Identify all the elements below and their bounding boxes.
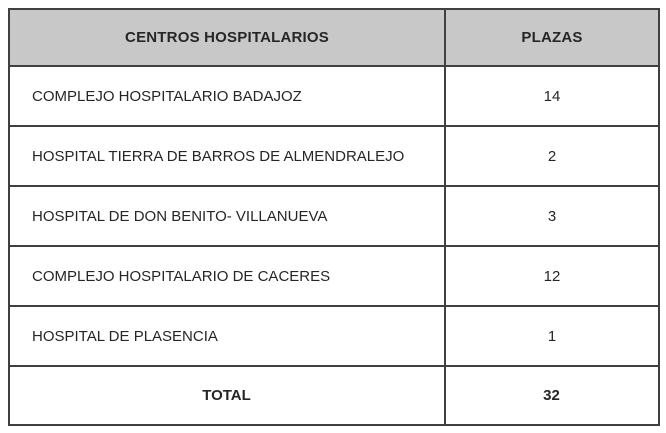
centro-name: COMPLEJO HOSPITALARIO DE CACERES	[9, 246, 445, 306]
centro-name: HOSPITAL DE PLASENCIA	[9, 306, 445, 366]
plazas-value: 1	[445, 306, 659, 366]
hospital-places-table	[8, 8, 660, 426]
header-centros-hospitalarios: CENTROS HOSPITALARIOS	[9, 9, 445, 66]
table-row	[9, 126, 659, 186]
plazas-value: 14	[445, 66, 659, 126]
total-value: 32	[445, 366, 659, 425]
plazas-value: 2	[445, 126, 659, 186]
table-row	[9, 66, 659, 126]
table-row	[9, 306, 659, 366]
total-label: TOTAL	[9, 366, 445, 425]
centro-name: COMPLEJO HOSPITALARIO BADAJOZ	[9, 66, 445, 126]
header-plazas: PLAZAS	[445, 9, 659, 66]
plazas-value: 12	[445, 246, 659, 306]
table-header-row	[9, 9, 659, 66]
centro-name: HOSPITAL TIERRA DE BARROS DE ALMENDRALEJO	[9, 126, 445, 186]
plazas-value: 3	[445, 186, 659, 246]
table-row	[9, 186, 659, 246]
total-row	[9, 366, 659, 425]
centro-name: HOSPITAL DE DON BENITO- VILLANUEVA	[9, 186, 445, 246]
table-row	[9, 246, 659, 306]
